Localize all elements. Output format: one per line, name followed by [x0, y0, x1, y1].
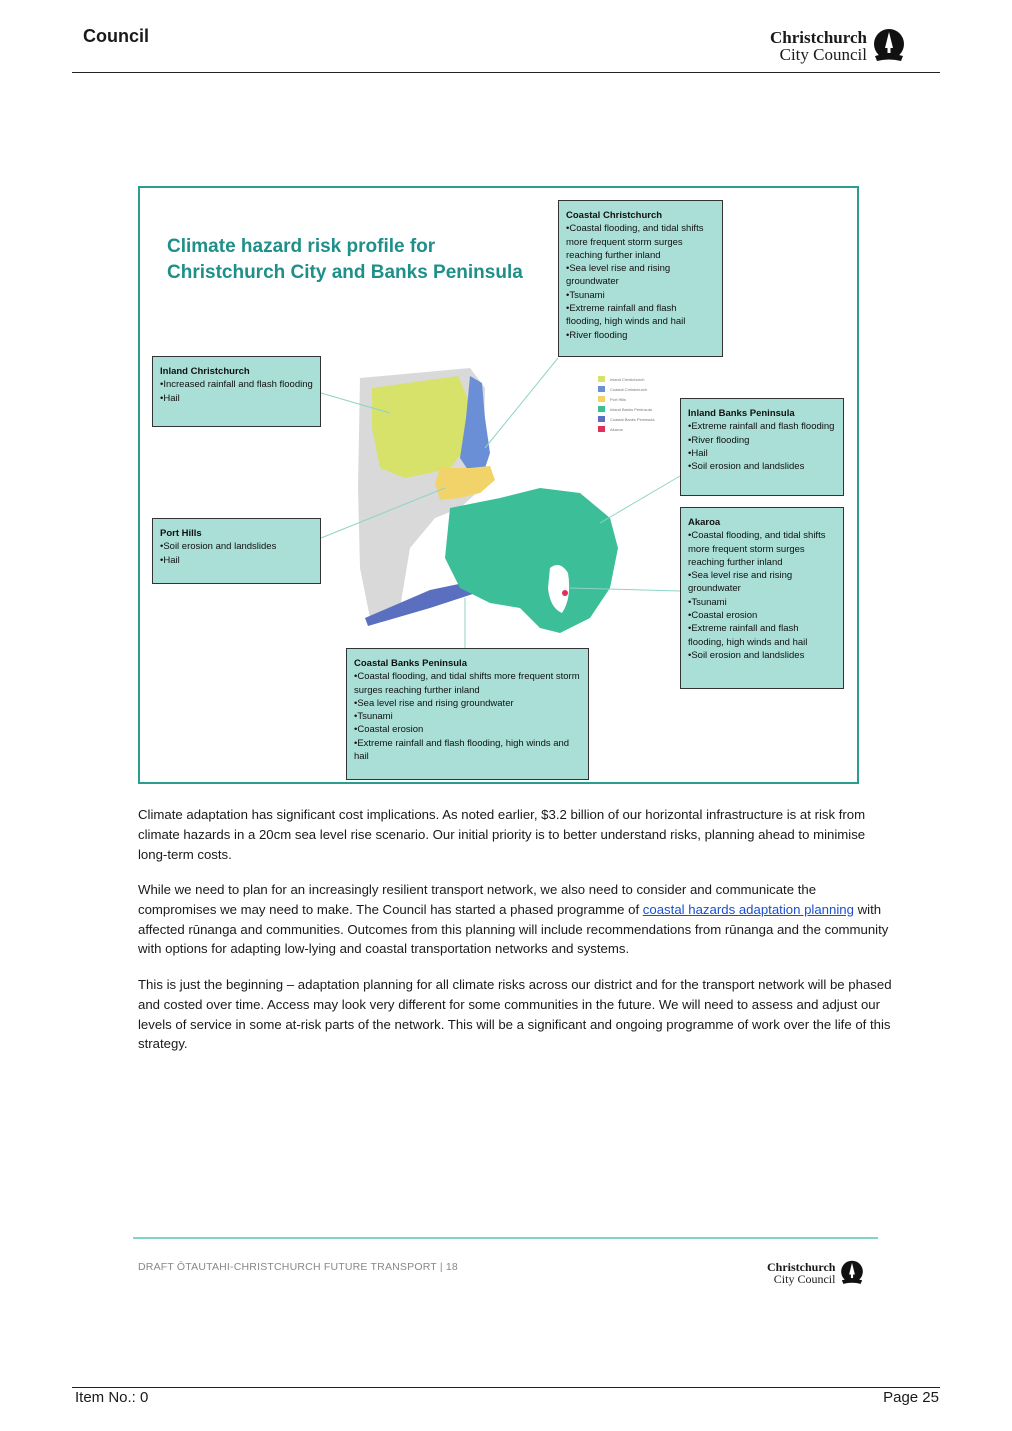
header-rule: [72, 72, 940, 73]
callout-inland-christchurch: [152, 356, 321, 427]
legend-item: [598, 414, 654, 424]
callout-port-hills: [152, 518, 321, 584]
callout-item: • Hail: [688, 447, 836, 460]
legend-label: Coastal Christchurch: [610, 386, 648, 392]
page-number: Page 25: [883, 1389, 939, 1406]
callout-item: • Coastal erosion: [354, 723, 581, 736]
callout-title: Coastal Banks Peninsula: [354, 658, 467, 669]
region-port-hills: [435, 466, 495, 500]
legend-label: Port Hills: [610, 396, 627, 402]
callout-item: • Coastal flooding, and tidal shifts more frequent storm surges reaching further inland: [566, 222, 715, 262]
map-legend: [598, 374, 654, 434]
callout-item: • Sea level rise and rising groundwater: [566, 262, 715, 289]
cathedral-icon: [839, 1260, 865, 1286]
callout-akaroa: [680, 507, 844, 689]
item-number: Item No.: 0: [75, 1389, 149, 1406]
callout-item: • Tsunami: [566, 289, 715, 302]
callout-item: • Extreme rainfall and flash flooding, high winds and hail: [688, 622, 836, 649]
callout-item: • Tsunami: [688, 596, 836, 609]
footer-rule: [133, 1237, 878, 1239]
callout-item: • Extreme rainfall and flash flooding, high winds and hail: [354, 737, 581, 764]
callout-item: • Sea level rise and rising groundwater: [688, 569, 836, 596]
callout-item: • Hail: [160, 554, 313, 567]
callout-item: • Extreme rainfall and flash flooding, high winds and hail: [566, 302, 715, 329]
legend-item: [598, 424, 654, 434]
callout-coastal-banks-peninsula: [346, 648, 589, 780]
callout-item: • Soil erosion and landslides: [688, 649, 836, 662]
paragraph-text: with affected rūnanga and communities. Outcomes from this planning will include recommendations from rūnanga and the community with options for adapting low-lying and coastal transportation networks and systems.: [138, 901, 889, 957]
callout-item: • Sea level rise and rising groundwater: [354, 697, 581, 710]
legend-label: Coastal Banks Peninsula: [610, 416, 655, 422]
callout-title: Coastal Christchurch: [566, 210, 663, 221]
paragraph-cost-implications: Climate adaptation has significant cost implications. As noted earlier, $3.2 billion of our horizontal infrastructure is at risk from climate hazards in a 20cm sea level rise scenario. Our initial priority is to better understand risks, planning ahead to minimise long-term costs.: [138, 807, 866, 862]
legend-swatch: [598, 416, 605, 422]
coastal-hazards-adaptation-link[interactable]: coastal hazards adaptation planning: [642, 901, 854, 917]
legend-label: Inland Christchurch: [610, 376, 645, 382]
callout-item: • River flooding: [688, 434, 836, 447]
cathedral-icon: [871, 28, 907, 64]
legend-swatch: [598, 376, 605, 382]
callout-title: Akaroa: [688, 517, 721, 528]
legend-label: Inland Banks Peninsula: [610, 406, 652, 412]
callout-item: • Hail: [160, 392, 313, 405]
callout-item: • Soil erosion and landslides: [688, 460, 836, 473]
legend-item: [598, 394, 654, 404]
legend-swatch: [598, 426, 605, 432]
callout-item: • Tsunami: [354, 710, 581, 723]
footer-doc-label: DRAFT ŌTAUTAHI-CHRISTCHURCH FUTURE TRANSPORT | 18: [138, 1261, 458, 1273]
legend-item: [598, 384, 654, 394]
callout-title: Inland Banks Peninsula: [688, 408, 795, 419]
callout-item: • Extreme rainfall and flash flooding: [688, 420, 836, 433]
legend-label: Akaroa: [610, 426, 623, 432]
callout-item: • Increased rainfall and flash flooding: [160, 378, 313, 391]
callout-coastal-christchurch: [558, 200, 723, 357]
council-logo: [770, 28, 907, 64]
climate-hazard-figure: [138, 186, 859, 784]
callout-item: • River flooding: [566, 329, 715, 342]
legend-swatch: [598, 406, 605, 412]
legend-item: [598, 404, 654, 414]
paragraph-adaptation-planning: This is just the beginning – adaptation planning for all climate risks across our district and for the transport network will be phased and costed over time. Access may look very different for some communities in the future. We will need to assess and adjust our levels of service in some at-risk parts of the network. This will be a significant and ongoing programme of work over the life of this strategy.: [138, 977, 892, 1052]
akaroa-marker: [562, 590, 568, 596]
paragraph-resilient-network: [138, 880, 894, 959]
page-footer-rule: [72, 1387, 940, 1388]
callout-item: • Coastal flooding, and tidal shifts more frequent storm surges reaching further inland: [354, 670, 581, 697]
callout-inland-banks-peninsula: [680, 398, 844, 496]
legend-swatch: [598, 396, 605, 402]
figure-title: Climate hazard risk profile for Christchurch City and Banks Peninsula: [167, 236, 523, 283]
region-inland-banks-peninsula: [445, 488, 618, 633]
logo-line2: City Council: [773, 1272, 836, 1286]
logo-line1: Christchurch: [767, 1260, 836, 1274]
logo-line1: Christchurch: [770, 28, 867, 47]
paragraph-text: While we need to plan for an increasingly resilient transport network, we also need to consider and communicate the compromises we may need to make. The Council has started a phased programme of: [138, 882, 817, 917]
callout-item: • Coastal erosion: [688, 609, 836, 622]
callout-item: • Coastal flooding, and tidal shifts more frequent storm surges reaching further inland: [688, 529, 836, 569]
footer-council-logo: [767, 1260, 865, 1286]
callout-title: Port Hills: [160, 528, 202, 539]
callout-title: Inland Christchurch: [160, 366, 250, 377]
header-council-label: Council: [83, 26, 149, 46]
legend-item: [598, 374, 654, 384]
logo-line2: City Council: [779, 45, 867, 64]
callout-item: • Soil erosion and landslides: [160, 540, 313, 553]
legend-swatch: [598, 386, 605, 392]
